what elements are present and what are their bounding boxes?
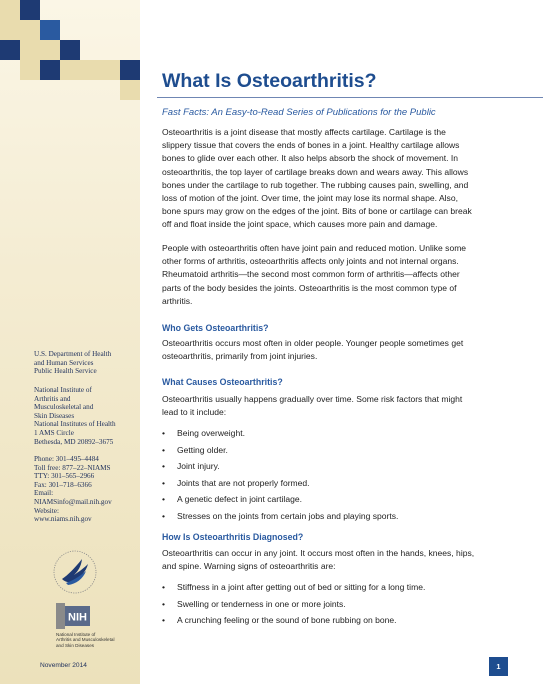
intro-paragraph: [162, 126, 507, 232]
list-item: • Joint injury.: [162, 461, 522, 478]
list-item: • Getting older.: [162, 445, 522, 462]
text-line: bones to glide over each other. It also helps absorb the shock of movement. In: [162, 153, 458, 164]
text-line: osteoarthritis, the top layer of cartilage breaks down and wears away. This allows: [162, 166, 469, 177]
toll-free: Toll free: 877–22–NIAMS: [34, 463, 111, 472]
text-line: slippery tissue that covers the ends of bones in a joint. Healthy cartilage allows: [162, 140, 460, 151]
nih-logo-text: NIH: [68, 611, 87, 624]
title-divider: [157, 97, 543, 98]
address-line: Skin Diseases: [34, 411, 75, 420]
address-line: U.S. Department of Health: [34, 350, 112, 358]
list-item: • Stresses on the joints from certain jobs and playing sports.: [162, 511, 522, 528]
tty: TTY: 301–565–2966: [34, 472, 95, 481]
list-item: • Swelling or tenderness in one or more joints.: [162, 599, 522, 616]
causes-paragraph: [162, 393, 507, 419]
publication-date: November 2014: [40, 662, 87, 669]
address-line: Bethesda, MD 20892–3675: [34, 437, 114, 446]
second-paragraph: [162, 242, 507, 308]
niams-address: [34, 386, 138, 446]
address-line: National Institute of: [34, 386, 92, 394]
caption-line: and Skin Diseases: [56, 642, 95, 648]
list-item: • A genetic defect in joint cartilage.: [162, 494, 522, 511]
email-link[interactable]: NIAMSinfo@mail.nih.gov: [34, 497, 112, 506]
list-item: • Being overweight.: [162, 428, 522, 445]
text-line: People with osteoarthritis often have joint pain and reduced motion. Unlike some: [162, 243, 467, 253]
text-line: Osteoarthritis usually happens gradually over time. Some risk factors that might: [162, 394, 463, 404]
fax: Fax: 301–718–6366: [34, 480, 92, 489]
text-line: osteoarthritis, primarily from joint injuries.: [162, 351, 318, 362]
risk-factor-list: [162, 428, 522, 527]
who-heading: Who Gets Osteoarthritis?: [162, 323, 269, 333]
website-link[interactable]: www.niams.nih.gov: [34, 515, 92, 524]
list-item: • A crunching feeling or the sound of bone rubbing on bone.: [162, 615, 522, 632]
who-paragraph: [162, 337, 507, 363]
page-title: What Is Osteoarthritis?: [162, 70, 377, 92]
text-line: parts of the body besides the joints. Osteoarthritis is the most common type of: [162, 282, 457, 293]
causes-heading: What Causes Osteoarthritis?: [162, 377, 283, 387]
list-item: • Joints that are not properly formed.: [162, 478, 522, 495]
address-line: and Human Services: [34, 358, 94, 367]
nih-logo-icon: [56, 603, 90, 629]
nih-caption: [56, 632, 136, 648]
text-line: bones under the cartilage to rub together. The rubbing causes pain, swelling, and: [162, 179, 469, 190]
page-subtitle: Fast Facts: An Easy-to-Read Series of Publications for the Public: [162, 107, 436, 118]
address-line: Arthritis and: [34, 394, 71, 403]
text-line: arthritis.: [162, 295, 193, 306]
hhs-seal-icon: [52, 549, 98, 595]
text-line: loss of motion of the joint. Over time, the joint may lose its normal shape. Also,: [162, 193, 458, 204]
contact-info: [34, 455, 138, 524]
address-line: National Institutes of Health: [34, 420, 116, 429]
phone: Phone: 301–495–4484: [34, 455, 99, 463]
text-line: Rheumatoid arthritis—the second most common form of arthritis—affects other: [162, 269, 460, 280]
address-line: Musculoskeletal and: [34, 403, 94, 412]
text-line: Osteoarthritis occurs most often in older people. Younger people sometimes get: [162, 338, 464, 348]
caption-line: Arthritis and Musculoskeletal: [56, 637, 115, 643]
address-line: 1 AMS Circle: [34, 428, 74, 437]
list-item: • Stiffness in a joint after getting out of bed or sitting for a long time.: [162, 582, 522, 599]
address-line: Public Health Service: [34, 367, 97, 376]
diagnosis-heading: How Is Osteoarthritis Diagnosed?: [162, 532, 304, 542]
website-label: Website:: [34, 506, 59, 515]
text-line: other forms of arthritis, osteoarthritis affects only joints and not internal organs.: [162, 256, 459, 267]
caption-line: National Institute of: [56, 632, 96, 637]
diagnosis-paragraph: [162, 547, 507, 573]
text-line: off and float inside the joint space, which causes more pain and damage.: [162, 219, 438, 230]
text-line: bone spurs may grow on the edges of the joint. Bits of bone or cartilage can break: [162, 206, 472, 217]
warning-sign-list: [162, 582, 522, 632]
text-line: and spine. Warning signs of osteoarthritis are:: [162, 561, 336, 572]
hhs-address: [34, 350, 138, 376]
text-line: Osteoarthritis can occur in any joint. It occurs most often in the hands, knees, hips,: [162, 548, 475, 558]
text-line: lead to it include:: [162, 407, 227, 418]
page-number-badge: 1: [489, 657, 508, 676]
text-line: Osteoarthritis is a joint disease that mostly affects cartilage. Cartilage is the: [162, 127, 446, 137]
email-label: Email:: [34, 489, 54, 498]
